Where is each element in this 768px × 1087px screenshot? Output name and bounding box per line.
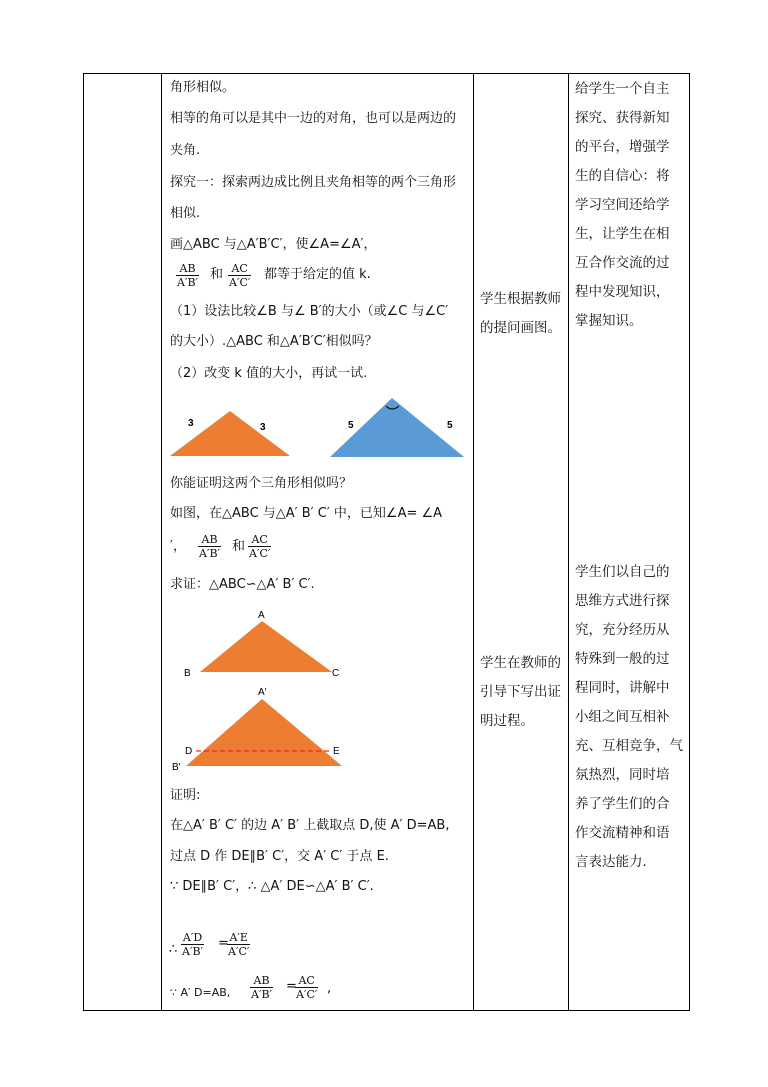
text-line: 都等于给定的值 k. [264,267,371,282]
text-line: 互合作交流的过 [575,255,670,271]
table-border-right [689,73,690,1011]
prove-statement: 求证：△ABC∽△A′ B′ C′. [170,577,315,592]
student-activity-1 [480,285,561,343]
fraction-ab-over-a1b1: $\frac{AB}{A'B'}$ [199,533,221,560]
text-line: 的提问画图。 [480,320,561,336]
large-triangle-right-side-label: 5 [447,420,453,431]
student-activity-2 [480,649,561,736]
text-line: 的大小）.△ABC 和△A′B′C′相似吗？ [170,334,378,349]
text-line: 相似. [170,206,201,221]
comma: , [327,981,332,996]
column-divider-2 [473,73,474,1011]
proof-line: 在△A′ B′ C′ 的边 A′ B′ 上截取点 D,使 A′ D=AB, [170,818,450,833]
small-triangle-right-side-label: 3 [260,422,266,433]
design-intent-2 [575,558,683,877]
text-line: 给学生一个自主 [575,81,670,97]
therefore-symbol: ∴ [169,942,178,957]
proof-heading: 证明: [170,788,201,803]
text-line: 程同时，讲解中 [575,680,670,696]
text-line: 学生们以自己的 [575,564,670,580]
label-c: C [332,668,340,679]
text-line: 相等的角可以是其中一边的对角，也可以是两边的 [170,111,457,126]
text-line: 如图，在△ABC 与△A′ B′ C′ 中，已知∠A= ∠A [170,506,443,521]
triangles-figure-2 [162,604,472,776]
text-line: 的平台，增强学 [575,139,670,155]
text-line: 学生根据教师 [480,291,561,307]
triangles-figure-1 [162,388,472,468]
large-triangle-left-side-label: 5 [348,420,354,431]
text-line: 夹角. [170,143,201,158]
text-line: 掌握知识。 [575,313,643,329]
text-line: 你能证明这两个三角形相似吗？ [170,476,353,491]
and-word: 和 [210,267,224,282]
text-line: 学生在教师的 [480,655,561,671]
table-border-top [83,73,690,74]
small-triangle-left-side-label: 3 [188,418,194,429]
column-divider-1 [161,73,162,1011]
table-border-left [83,73,84,1011]
fraction-ab-over-a1b1: $\frac{AB}{A'B'}$ [251,974,273,1001]
text-line: 氛热烈，同时培 [575,767,670,783]
text-line: 程中发现知识， [575,284,670,300]
fraction-ac-over-a1c1: $\frac{AC}{A'C'}$ [249,533,271,560]
equals-sign: = [286,979,297,994]
text-line: 生的自信心：将 [575,168,670,184]
label-d: D [185,746,193,757]
text-line: 充、互相竞争，气 [575,738,683,754]
text-line: ′， [170,539,186,554]
text-line: 探究一：探索两边成比例且夹角相等的两个三角形 [170,175,457,190]
triangle-abc [200,621,332,672]
text-line: 探究、获得新知 [575,110,670,126]
label-b: B [184,668,191,679]
label-e: E [333,746,340,757]
because-line: ∵ A′ D=AB, [170,986,231,999]
column-divider-3 [568,73,569,1011]
label-b-prime: B′ [172,762,181,773]
text-line: 特殊到一般的过 [575,651,670,667]
text-line: 小组之间互相补 [575,709,670,725]
text-line: 学习空间还给学 [575,197,670,213]
table-border-bottom [83,1010,690,1011]
fraction-ac-over-a1c1: $\frac{AC}{A'C'}$ [296,974,318,1001]
label-a-prime: A′ [258,687,267,698]
triangle-a1b1c1 [186,699,342,766]
and-word: 和 [232,539,246,554]
equals-sign: = [218,936,229,951]
text-line: （2）改变 k 值的大小，再试一试. [170,366,368,381]
label-a: A [258,610,265,621]
fraction-ab-over-a1b1: $\frac{AB}{A'B'}$ [177,262,199,289]
text-line: （1）设法比较∠B 与∠ B′的大小（或∠C 与∠C′ [170,304,449,319]
fraction-ac-over-a1c1: $\frac{AC}{A'C'}$ [229,262,251,289]
fraction-a1e-over-a1c1: $\frac{A'E}{A'C'}$ [228,931,250,958]
design-intent-1 [575,75,670,336]
text-line: 究，充分经历从 [575,622,670,638]
proof-line: ∵ DE∥B′ C′，∴ △A′ DE∽△A′ B′ C′. [170,879,374,894]
text-line: 角形相似。 [170,80,236,95]
text-line: 引导下写出证 [480,684,561,700]
text-line: 生，让学生在相 [575,226,670,242]
text-line: 思维方式进行探 [575,593,670,609]
text-line: 画△ABC 与△A′B′C′，使∠A=∠A′， [170,237,377,252]
proof-line: 过点 D 作 DE∥B′ C′，交 A′ C′ 于点 E. [170,849,389,864]
text-line: 明过程。 [480,713,534,729]
text-line: 养了学生们的合 [575,796,670,812]
fraction-a1d-over-a1b1: $\frac{A'D}{A'B'}$ [182,931,204,958]
text-line: 言表达能力. [575,854,647,870]
text-line: 作交流精神和语 [575,825,670,841]
